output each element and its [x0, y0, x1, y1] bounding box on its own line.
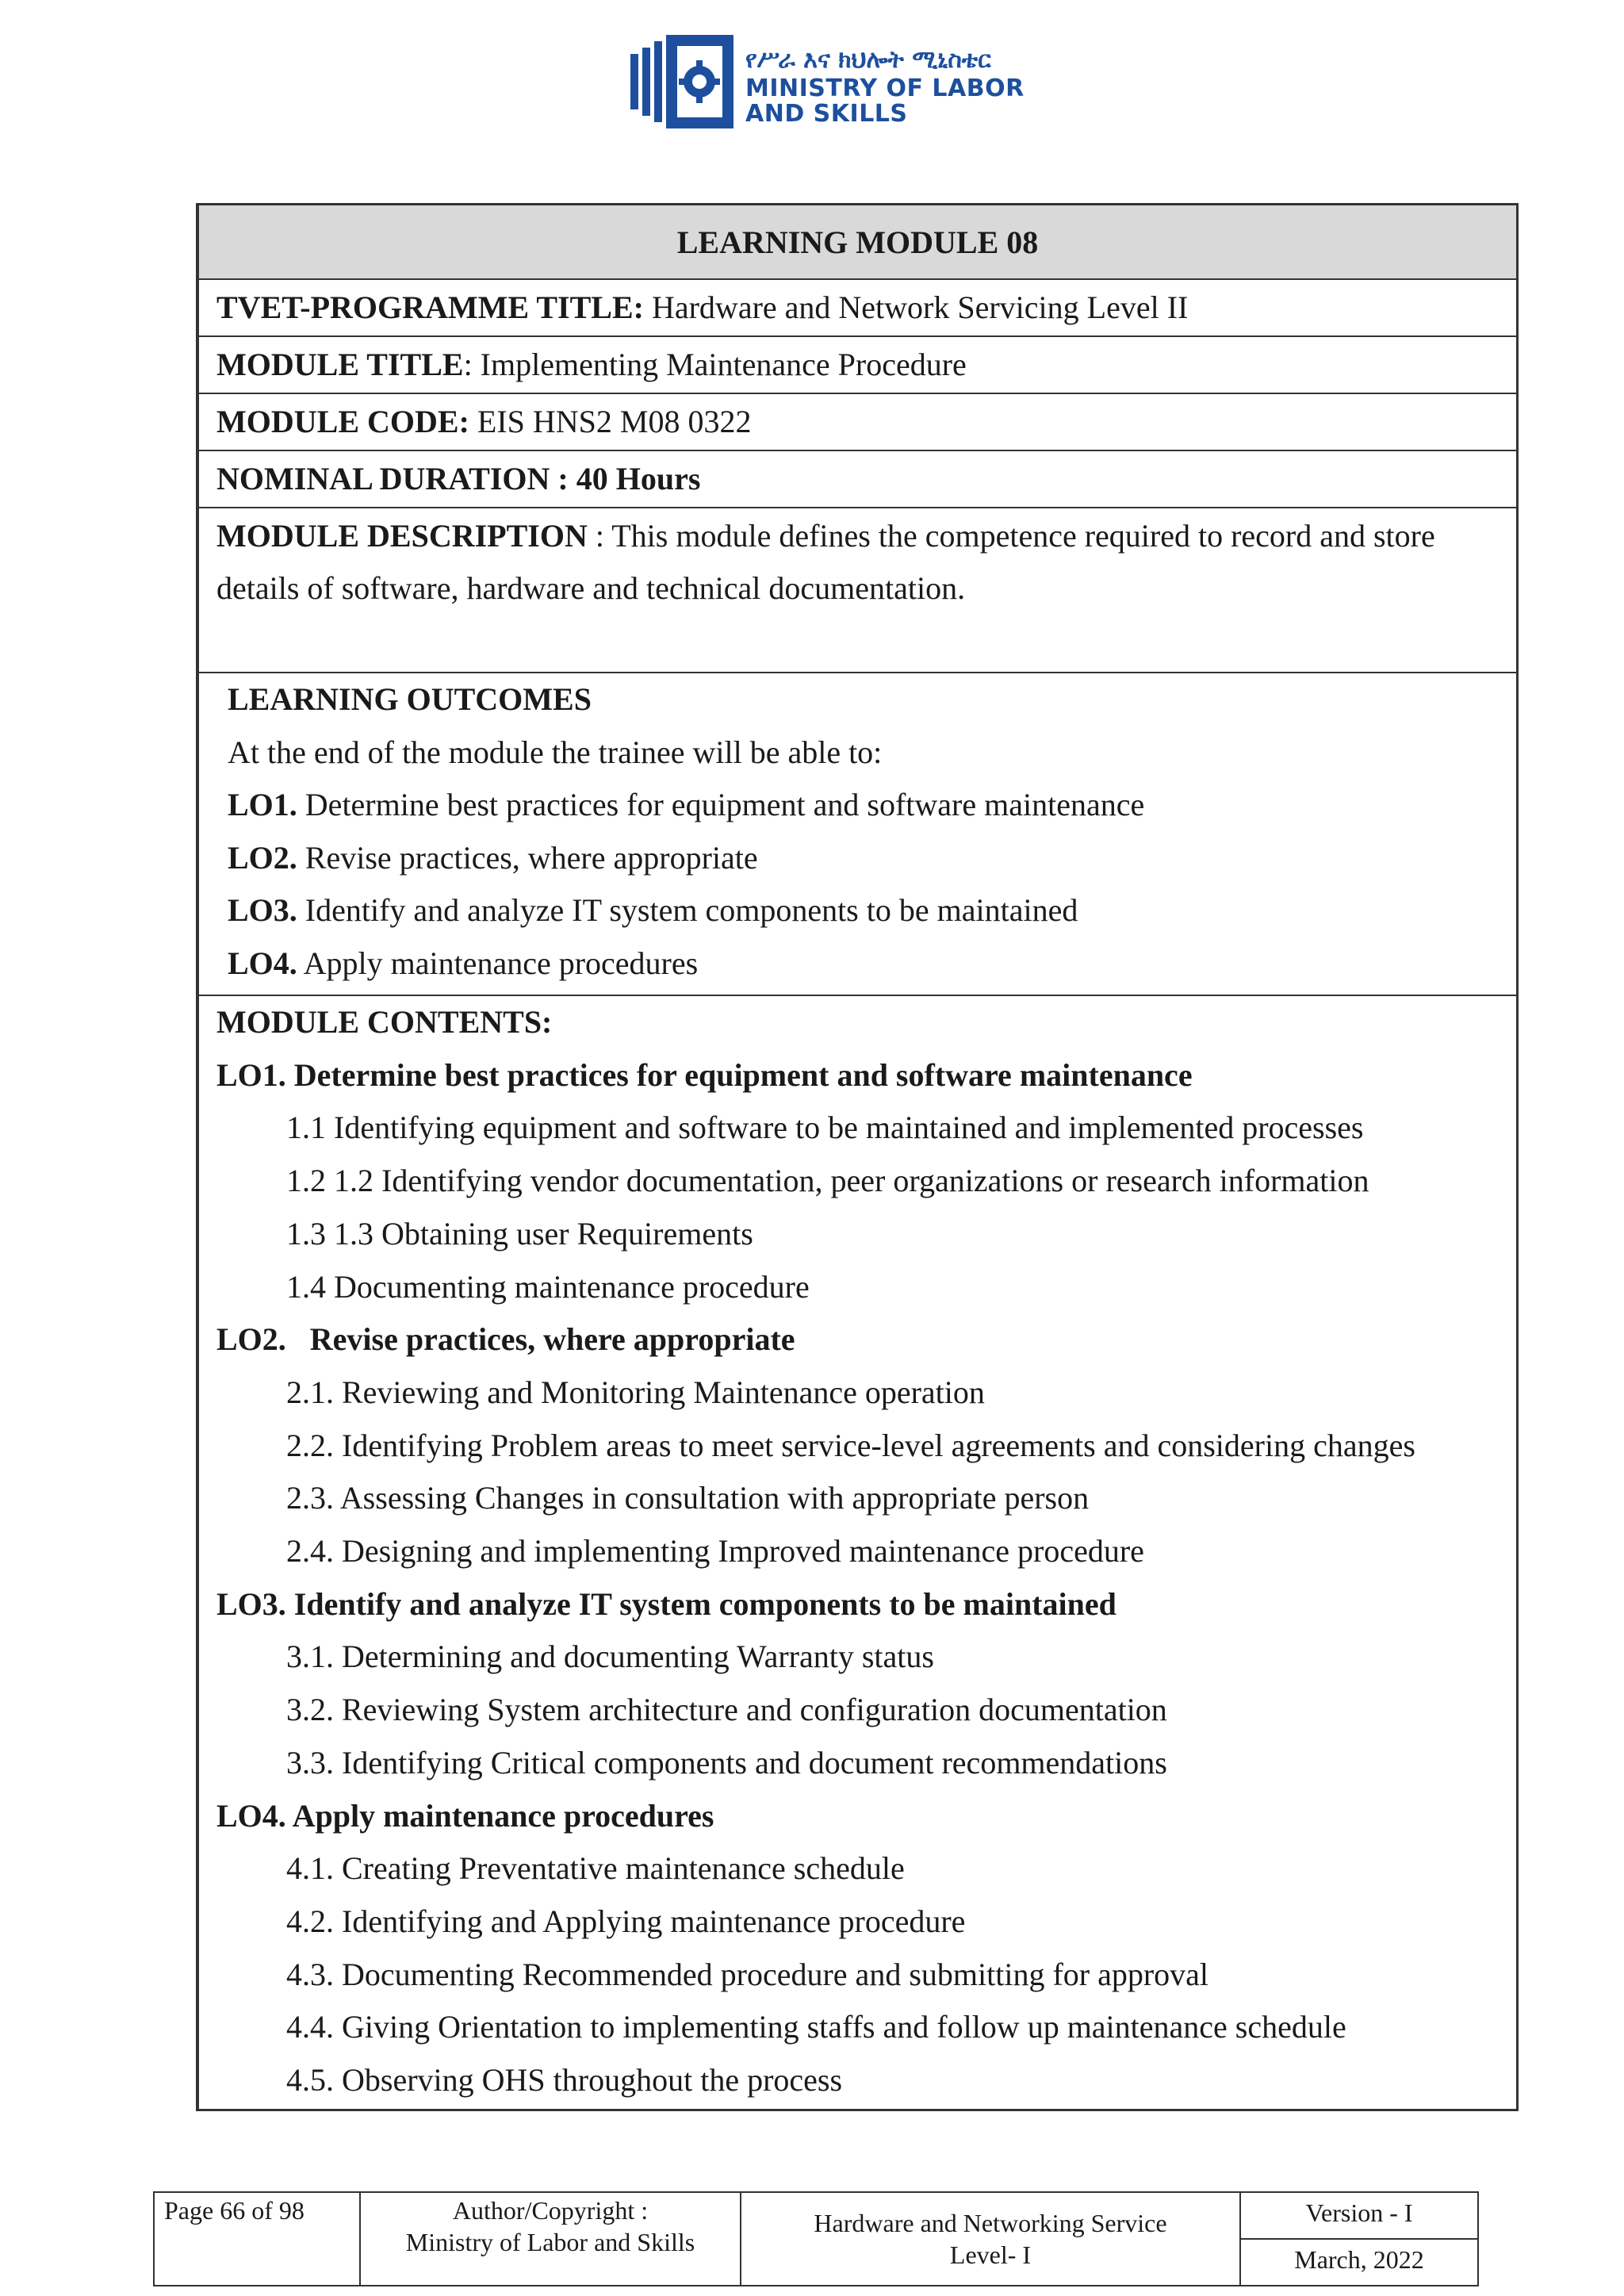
- page-footer: [153, 2191, 1479, 2286]
- version: Version - I: [1240, 2192, 1478, 2239]
- module-title-value: : Implementing Maintenance Procedure: [463, 347, 967, 382]
- content-item: 3.3. Identifying Critical components and document recommendations: [286, 1744, 1167, 1780]
- content-item: 1.3 1.3 Obtaining user Requirements: [286, 1215, 753, 1251]
- ministry-logo: [626, 29, 1025, 132]
- ministry-name-line2: AND SKILLS: [745, 100, 908, 128]
- ministry-name-line1: MINISTRY OF LABOR: [745, 75, 1025, 102]
- module-contents-section: [199, 996, 1516, 2109]
- content-item: 4.2. Identifying and Applying maintenance procedure: [286, 1903, 966, 1939]
- module-title-row: [199, 337, 1516, 394]
- lo1-heading: LO1. Determine best practices for equipment and software maintenance: [216, 1056, 1193, 1093]
- content-item: 4.4. Giving Orientation to implementing staffs and follow up maintenance schedule: [286, 2009, 1346, 2045]
- outcome-text: Apply maintenance procedures: [297, 945, 699, 981]
- outcome-code: LO2.: [228, 839, 297, 876]
- module-description-row: [199, 508, 1516, 673]
- footer-author: [360, 2192, 741, 2286]
- content-item: 1.2 1.2 Identifying vendor documentation, peer organizations or research information: [286, 1163, 1369, 1199]
- ministry-name-amharic: የሥራ እና ክህሎት ሚኒስቴር: [745, 46, 991, 74]
- module-code-label: MODULE CODE:: [216, 404, 469, 439]
- footer-title-line2: Level- I: [949, 2240, 1032, 2269]
- footer-title-line1: Hardware and Networking Service: [814, 2209, 1167, 2237]
- nominal-duration-row: NOMINAL DURATION : 40 Hours: [199, 451, 1516, 508]
- outcome-code: LO4.: [228, 945, 297, 981]
- outcome-item: [228, 937, 1516, 991]
- programme-title-row: [199, 280, 1516, 337]
- content-item: 1.1 Identifying equipment and software to be maintained and implemented processes: [286, 1110, 1364, 1146]
- content-item: 3.1. Determining and documenting Warranty status: [286, 1639, 934, 1675]
- lo3-heading: LO3. Identify and analyze IT system components to be maintained: [216, 1585, 1116, 1622]
- outcome-item: [228, 779, 1516, 832]
- module-code-value: EIS HNS2 M08 0322: [469, 404, 752, 439]
- content-item: 2.4. Designing and implementing Improved maintenance procedure: [286, 1533, 1144, 1570]
- page-number: Page 66 of 98: [154, 2192, 360, 2286]
- content-item: 4.1. Creating Preventative maintenance schedule: [286, 1850, 905, 1887]
- content-item: 1.4 Documenting maintenance procedure: [286, 1268, 810, 1305]
- module-contents-heading: MODULE CONTENTS:: [216, 1004, 553, 1040]
- learning-outcomes-section: [199, 673, 1516, 996]
- content-item: 4.3. Documenting Recommended procedure and submitting for approval: [286, 1956, 1209, 1992]
- learning-outcomes-heading: LEARNING OUTCOMES: [228, 681, 592, 717]
- module-table: [196, 203, 1519, 2111]
- programme-title-label: TVET-PROGRAMME TITLE:: [216, 289, 644, 325]
- author-name: Ministry of Labor and Skills: [405, 2228, 695, 2256]
- module-heading: LEARNING MODULE 08: [199, 205, 1516, 280]
- module-description-label: MODULE DESCRIPTION: [216, 518, 588, 554]
- outcome-text: Revise practices, where appropriate: [297, 839, 758, 876]
- content-item: 2.1. Reviewing and Monitoring Maintenance operation: [286, 1374, 985, 1410]
- author-label: Author/Copyright :: [452, 2196, 649, 2225]
- content-item: 2.2. Identifying Problem areas to meet service-level agreements and considering changes: [286, 1427, 1415, 1463]
- content-item: 4.5. Observing OHS throughout the process: [286, 2062, 843, 2099]
- outcome-text: Identify and analyze IT system components to be maintained: [297, 892, 1078, 928]
- lo2-heading: LO2. Revise practices, where appropriate: [216, 1321, 795, 1358]
- module-code-row: [199, 394, 1516, 451]
- outcome-item: [228, 832, 1516, 885]
- learning-outcomes-intro: At the end of the module the trainee will be able to:: [228, 734, 883, 770]
- date: March, 2022: [1240, 2239, 1478, 2286]
- footer-title: [741, 2192, 1240, 2286]
- lo4-heading: LO4. Apply maintenance procedures: [216, 1797, 714, 1834]
- module-title-label: MODULE TITLE: [216, 347, 464, 382]
- ministry-emblem-icon: [626, 29, 745, 132]
- outcome-code: LO1.: [228, 787, 297, 822]
- content-item: 3.2. Reviewing System architecture and configuration documentation: [286, 1692, 1167, 1728]
- outcome-item: [228, 884, 1516, 937]
- module-description-value: : This module defines the competence required to record and store details of software, hardware and technical documentation.: [216, 518, 1435, 606]
- programme-title-value: Hardware and Network Servicing Level II: [643, 289, 1189, 325]
- outcome-text: Determine best practices for equipment and software maintenance: [297, 787, 1145, 822]
- content-item: 2.3. Assessing Changes in consultation with appropriate person: [286, 1480, 1090, 1516]
- outcome-code: LO3.: [228, 892, 297, 928]
